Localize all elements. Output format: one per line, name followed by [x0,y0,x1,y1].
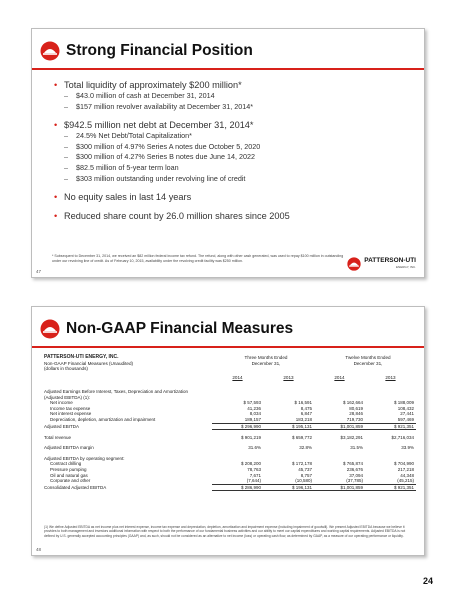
row-label: Net income [50,400,73,406]
cell-value: (45,215) [397,478,414,484]
cell-value: 44,348 [400,472,414,478]
cell-value: $ 196,131 [263,484,314,491]
title-divider [32,346,424,348]
row-label: Consolidated Adjusted EBITDA [44,484,107,490]
cell-value: 597,469 [397,416,414,422]
column-group-label: Twelve Months Ended [345,355,391,360]
bullet-list [54,76,414,222]
table-row [44,423,416,430]
cell-value: 32.8% [299,445,312,451]
cell-value: 8,034 [249,411,261,417]
row-label: Corporate and other [50,478,91,484]
cell-value: 31.6% [248,445,261,451]
title-divider [32,68,424,70]
slide-page-ref: 48 [36,547,42,552]
cell-value: (7,644) [246,478,261,484]
cell-value: $ 162,664 [342,400,363,406]
column-group-date: December 31, [353,360,383,366]
row-label: Adjusted EBITDA [44,423,80,429]
slide-title-row [40,40,253,62]
cell-value: $ 208,200 [240,461,261,467]
slide-title: Strong Financial Position [66,42,253,59]
column-group-date: December 31, [251,360,281,366]
row-label: Adjusted EBITDA by operating segment: [44,455,125,461]
cell-value: 31.5% [350,445,363,451]
row-label: (Adjusted EBITDA) (1): [44,394,91,400]
cell-value: 183,218 [295,416,312,422]
slide-strong-financial-position [31,28,425,278]
cell-value: $ 172,178 [291,461,312,467]
sub-bullet-item: – $303 million outstanding under revolving line of credit [54,174,414,185]
cell-value: 45,737 [298,467,312,473]
cell-value: $ 195,131 [263,423,314,430]
cell-value: 41,236 [247,405,261,411]
cell-value: 8,757 [300,472,312,478]
cell-value: $ 921,351 [365,484,416,491]
year-header: 2014 [232,375,243,380]
row-label: Pressure pumping [50,467,87,473]
table-footnote: (1) We define Adjusted EBITDA as net income plus net interest expense, income tax expense and depreciation, depletion, amortization and impairment expense (including impairment of goodwill). We present Adjusted EBITDA because we believe it provides to both management and investors additional information with respect to both the performance of our fundamental business activities and our ability to meet our capital expenditures and working capital requirements. Adjusted EBITDA is not defined by U.S. generally accepted accounting principles (GAAP) and, as such, should not be considered as an alternative to net income (loss) or operating cash flow, as determined by GAAP, as a measure of our operating performance or liquidity. [44,525,406,538]
cell-value: 189,157 [244,416,261,422]
slide-footnote: * Subsequent to December 31, 2014, we received an $82 million federal income tax refund. The refund, along with other cash generated, was used to repay $100 million in outstanding under our revolving line of credit. As of February 10, 2015, availability under the revolving credit facility was $250 million. [52,254,344,263]
cell-value: $ 286,990 [212,484,263,491]
cell-value: $2,716,034 [391,434,414,440]
patterson-logo-icon [347,257,361,271]
cell-value: 6,847 [300,411,312,417]
cell-value: 719,730 [346,416,363,422]
page-number: 24 [422,576,433,586]
sub-bullet-item: – $82.5 million of 5-year term loan [54,163,414,174]
row-label: Income tax expense [50,405,91,411]
cell-value: (10,580) [295,478,312,484]
slide-non-gaap-measures [31,306,425,556]
cell-value: $ 16,591 [294,400,312,406]
cell-value: $3,182,291 [340,434,363,440]
cell-value: 8,475 [300,405,312,411]
cell-value: $ 659,772 [291,434,312,440]
table-heading [44,355,133,372]
sub-bullet-item: – $300 million of 4.97% Series A notes due October 5, 2020 [54,142,414,153]
row-label: Oil and natural gas [50,472,88,478]
brand-logo [347,257,416,271]
cell-value: 217,218 [397,467,414,473]
cell-value: $ 188,009 [393,400,414,406]
cell-value: $1,001,859 [314,423,365,430]
column-group-label: Three Months Ended [244,355,288,360]
cell-value: 27,441 [400,411,414,417]
sub-bullet-item: – 24.5% Net Debt/Total Capitalization* [54,131,414,142]
cell-value: $ 765,874 [342,461,363,467]
row-label: Total revenue [44,434,72,440]
cell-value: $ 901,219 [240,434,261,440]
table-subtitle: Non-GAAP Financial Measures (Unaudited) [44,360,134,366]
slide-title: Non-GAAP Financial Measures [66,320,294,337]
cell-value: $ 704,990 [393,461,414,467]
cell-value: 7,671 [249,472,261,478]
slide-title-row [40,318,293,340]
cell-value: $ 57,593 [243,400,261,406]
company-name: PATTERSON-UTI ENERGY, INC. [44,354,119,360]
year-header: 2013 [385,375,396,380]
cell-value: 80,619 [349,405,363,411]
bullet-item: • $942.5 million net debt at December 31, 2014* [54,119,414,131]
table-row [44,484,416,491]
slide-page-ref: 47 [36,269,42,274]
column-group-three-months [216,355,316,366]
cell-value: $1,001,859 [314,484,365,491]
row-label: Adjusted EBITDA margin [44,445,94,451]
sub-bullet-item: – $157 million revolver availability at December 31, 2014* [54,102,414,113]
column-group-twelve-months [318,355,418,366]
sub-bullet-item: – $43.0 million of cash at December 31, 2014 [54,91,414,102]
row-label: Net interest expense [50,411,92,417]
patterson-logo-icon [40,41,60,61]
year-header: 2014 [334,375,345,380]
cell-value: 236,676 [346,467,363,473]
row-label: Adjusted Earnings Before Interest, Taxes, Depreciation and Amortization [44,389,188,394]
patterson-logo-icon [40,319,60,339]
year-header-row [212,375,416,380]
bullet-item: • Reduced share count by 26.0 million shares since 2005 [54,210,414,222]
cell-value: 33.9% [401,445,414,451]
row-label: Depreciation, depletion, amortization and impairment [50,417,156,423]
cell-value: $ 296,990 [212,423,263,430]
sub-bullet-item: – $300 million of 4.27% Series B notes due June 14, 2022 [54,152,414,163]
brand-subtitle: ENERGY, INC. [396,265,416,269]
year-header: 2013 [283,375,294,380]
cell-value: $ 921,351 [365,423,416,430]
cell-value: 37,094 [349,472,363,478]
cell-value: (37,785) [346,478,363,484]
cell-value: 108,432 [397,405,414,411]
table-units: (dollars in thousands) [44,366,88,372]
bullet-item: • Total liquidity of approximately $200 million* [54,79,414,91]
bullet-item: • No equity sales in last 14 years [54,191,414,203]
non-gaap-table [44,389,416,491]
cell-value: 28,846 [349,411,363,417]
brand-name: PATTERSON-UTI [364,257,416,264]
row-label: Contract drilling [50,461,82,467]
cell-value: 78,763 [247,467,261,473]
